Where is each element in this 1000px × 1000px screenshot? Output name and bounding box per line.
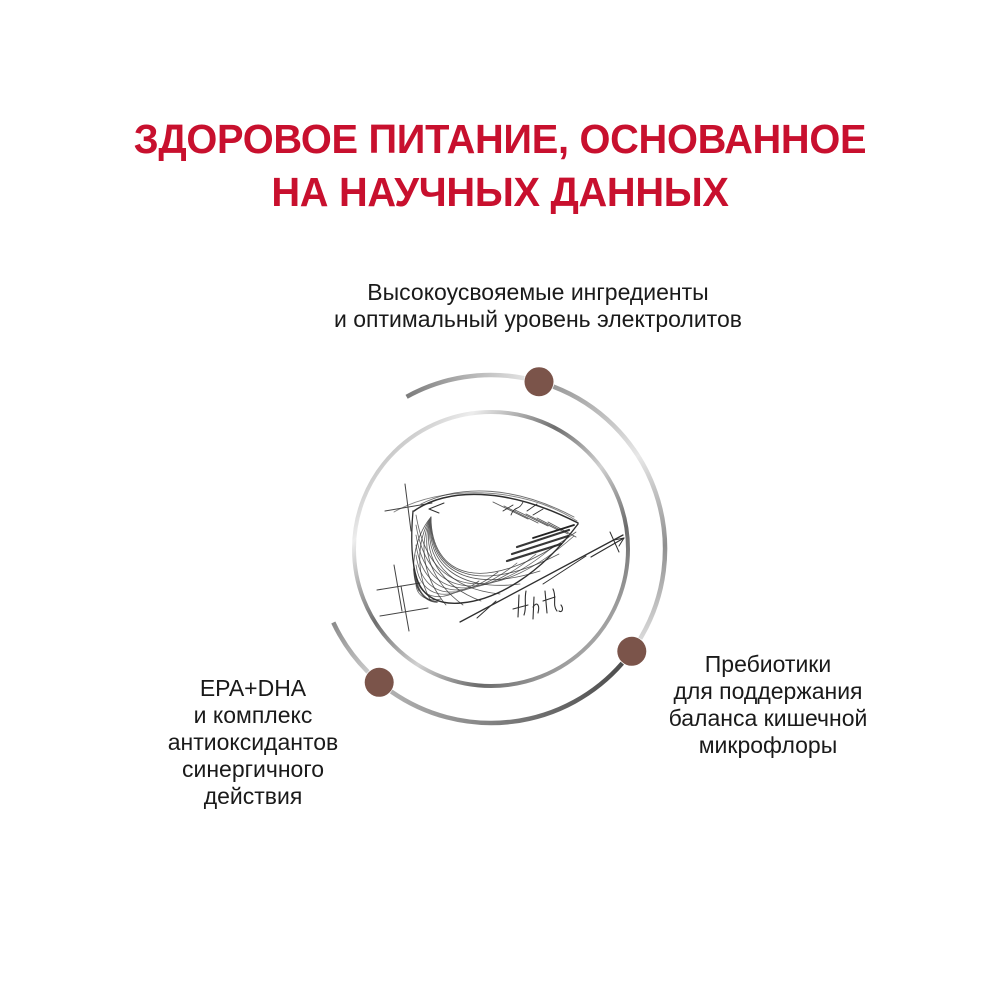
callout-line: для поддержания xyxy=(673,678,863,704)
kibble-feature-diagram xyxy=(281,339,701,759)
feature-dot-right xyxy=(617,637,646,666)
callout-line: Высокоусвояемые ингредиенты xyxy=(367,279,709,305)
page-title-line1: ЗДОРОВОЕ ПИТАНИЕ, ОСНОВАННОЕ xyxy=(133,116,867,162)
callout-line: EPA+DHA xyxy=(199,675,307,701)
callout-line: действия xyxy=(203,783,303,809)
callout-line: и комплекс xyxy=(193,702,313,728)
callout-line: Пребиотики xyxy=(704,651,832,677)
feature-dot-top xyxy=(525,367,554,396)
callout-digestible-ingredients xyxy=(278,279,798,333)
callout-line: синергичного xyxy=(181,756,325,782)
outer-arc-left xyxy=(333,623,368,673)
outer-arc-top-left xyxy=(407,375,525,397)
page-title-line2: НА НАУЧНЫХ ДАННЫХ xyxy=(271,169,729,215)
callout-line: микрофлоры xyxy=(698,732,838,758)
callout-line: и оптимальный уровень электролитов xyxy=(334,306,742,332)
callout-line: баланса кишечной xyxy=(668,705,868,731)
outer-arc-bottom xyxy=(391,663,622,723)
outer-arc-right xyxy=(553,387,665,639)
kibble-sketch-illustration xyxy=(377,484,624,631)
feature-dot-left xyxy=(365,668,394,697)
callout-line: антиоксидантов xyxy=(167,729,339,755)
inner-ring xyxy=(354,412,628,686)
page-title xyxy=(15,113,985,219)
